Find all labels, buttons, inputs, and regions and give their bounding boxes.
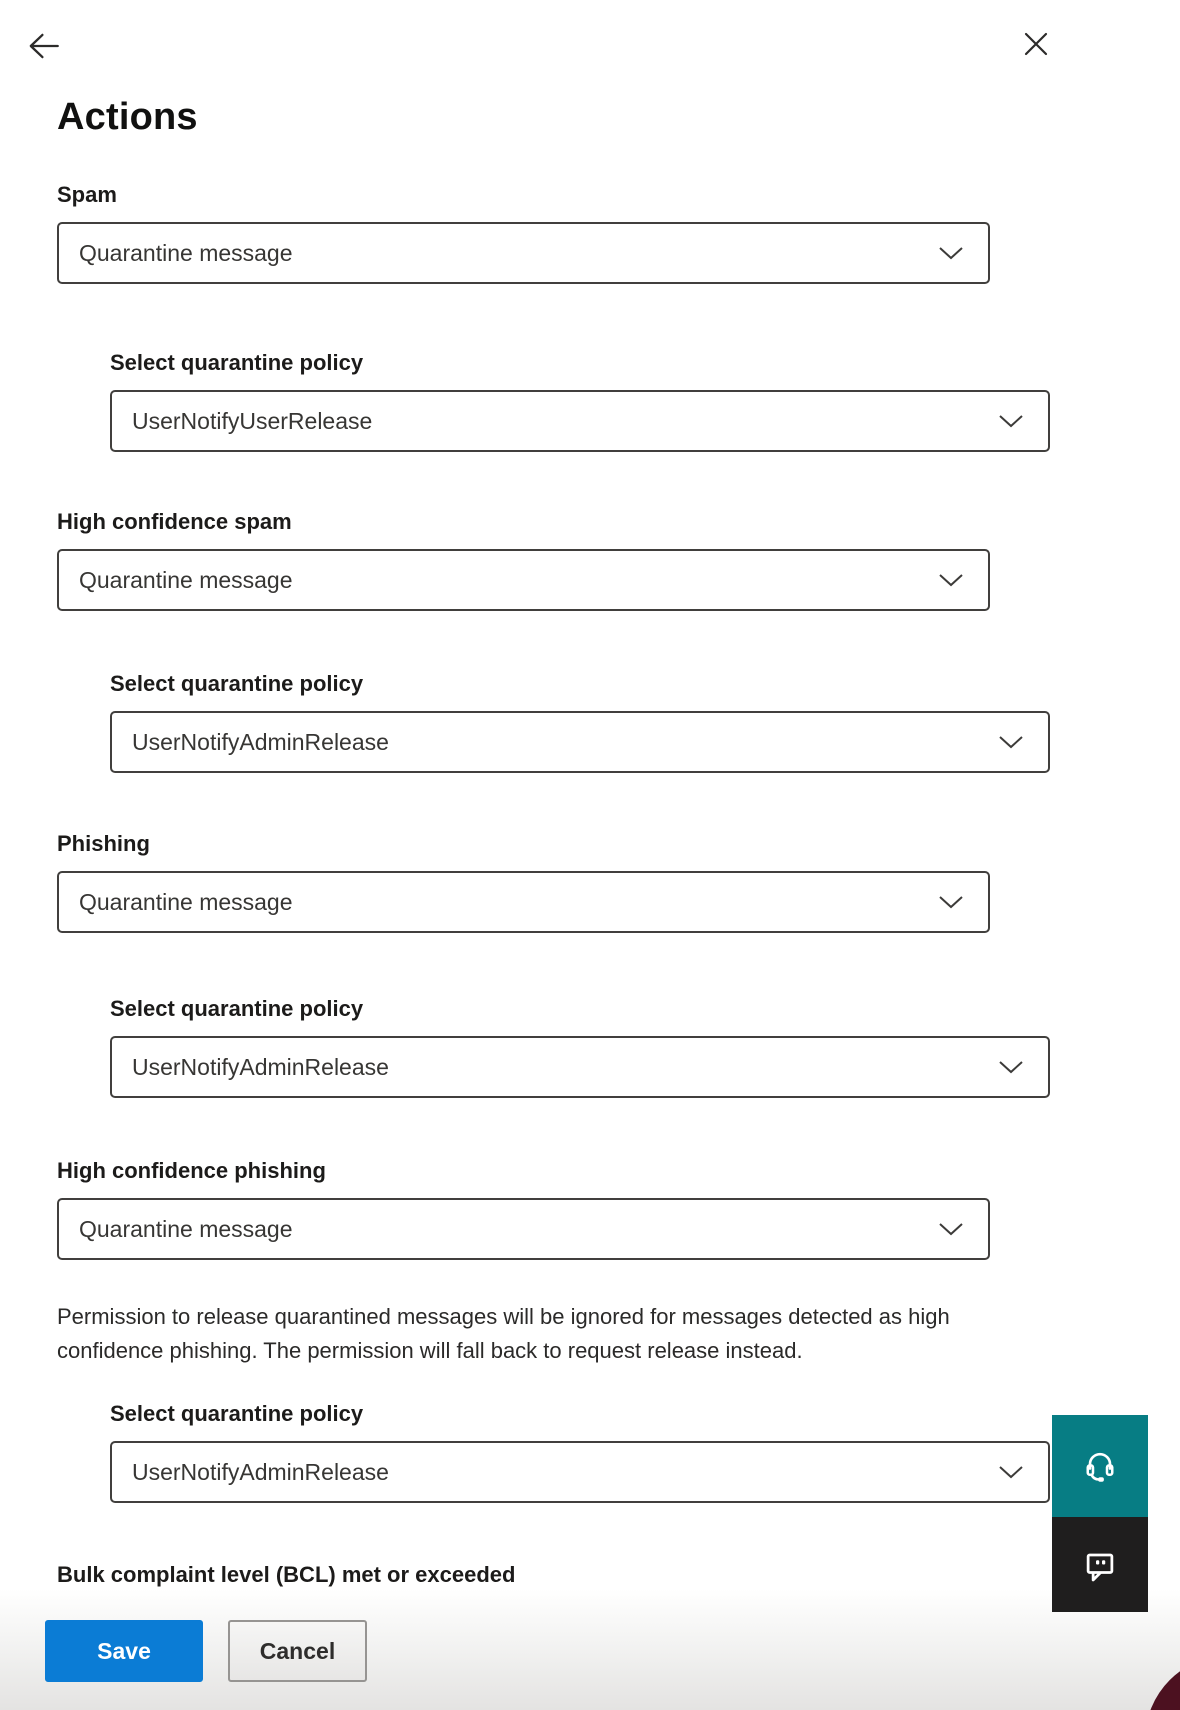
field-phishing-quarantine-policy	[110, 996, 1050, 1098]
dropdown-value: Quarantine message	[79, 239, 293, 266]
high-confidence-phishing-action-dropdown[interactable]	[57, 1198, 990, 1260]
field-phishing	[57, 831, 990, 933]
field-hcp-quarantine-policy	[110, 1401, 1050, 1503]
field-label-quarantine-policy: Select quarantine policy	[110, 996, 364, 1021]
close-icon	[1019, 27, 1053, 61]
cancel-button[interactable]: Cancel	[228, 1620, 367, 1682]
arrow-left-icon	[25, 27, 63, 65]
field-high-confidence-phishing	[57, 1158, 990, 1260]
dropdown-value: Quarantine message	[79, 1215, 293, 1242]
high-confidence-spam-action-dropdown[interactable]	[57, 549, 990, 611]
chevron-down-icon	[938, 573, 964, 587]
dropdown-value: UserNotifyAdminRelease	[132, 728, 389, 755]
hcs-quarantine-policy-dropdown[interactable]	[110, 711, 1050, 773]
chevron-down-icon	[938, 246, 964, 260]
footer-bar	[0, 1589, 1180, 1710]
field-spam	[57, 182, 990, 284]
field-label-quarantine-policy: Select quarantine policy	[110, 1401, 364, 1426]
field-hcs-quarantine-policy	[110, 671, 1050, 773]
field-spam-quarantine-policy	[110, 350, 1050, 452]
chevron-down-icon	[998, 414, 1024, 428]
save-button[interactable]: Save	[45, 1620, 203, 1682]
chat-icon	[1080, 1545, 1120, 1585]
dropdown-value: Quarantine message	[79, 566, 293, 593]
field-label-phishing: Phishing	[57, 831, 150, 856]
page-title: Actions	[57, 96, 198, 138]
chevron-down-icon	[938, 1222, 964, 1236]
high-confidence-phishing-note: Permission to release quarantined messages will be ignored for messages detected as high confidence phishing. The permission will fall back to request release instead.	[57, 1304, 950, 1363]
headset-icon	[1080, 1446, 1120, 1486]
spam-action-dropdown[interactable]	[57, 222, 990, 284]
phishing-action-dropdown[interactable]	[57, 871, 990, 933]
field-high-confidence-spam	[57, 509, 990, 611]
dropdown-value: UserNotifyUserRelease	[132, 407, 373, 434]
bulk-complaint-heading: Bulk complaint level (BCL) met or exceeded	[57, 1562, 516, 1587]
field-label-spam: Spam	[57, 182, 117, 207]
close-button[interactable]	[1014, 22, 1058, 66]
chevron-down-icon	[938, 895, 964, 909]
feedback-widget-button[interactable]	[1052, 1517, 1148, 1612]
chevron-down-icon	[998, 1465, 1024, 1479]
help-widget-button[interactable]	[1052, 1415, 1148, 1517]
dropdown-value: UserNotifyAdminRelease	[132, 1053, 389, 1080]
field-label-high-confidence-phishing: High confidence phishing	[57, 1158, 326, 1183]
back-button[interactable]	[22, 24, 66, 68]
hcp-quarantine-policy-dropdown[interactable]	[110, 1441, 1050, 1503]
dropdown-value: Quarantine message	[79, 888, 293, 915]
field-label-quarantine-policy: Select quarantine policy	[110, 350, 364, 375]
spam-quarantine-policy-dropdown[interactable]	[110, 390, 1050, 452]
field-label-high-confidence-spam: High confidence spam	[57, 509, 292, 534]
chevron-down-icon	[998, 1060, 1024, 1074]
phishing-quarantine-policy-dropdown[interactable]	[110, 1036, 1050, 1098]
chevron-down-icon	[998, 735, 1024, 749]
dropdown-value: UserNotifyAdminRelease	[132, 1458, 389, 1485]
field-label-quarantine-policy: Select quarantine policy	[110, 671, 364, 696]
